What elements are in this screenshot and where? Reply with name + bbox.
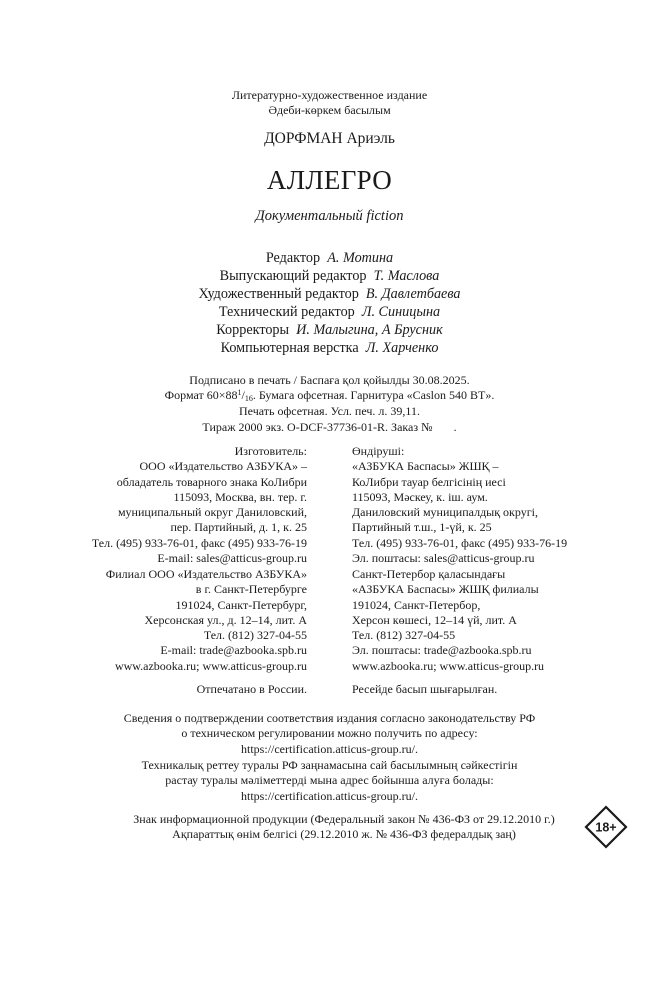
editor-line: [0, 339, 659, 357]
format-prefix: Формат 60×88: [164, 388, 238, 403]
series-line-ru: Литературно-художественное издание: [231, 88, 428, 102]
manufacturer-kz-line: КоЛибри тауар белгісінің иесі: [352, 474, 506, 489]
editor-name: Л. Харченко: [365, 340, 439, 356]
genre: Документальный fiction: [255, 208, 404, 224]
cert-kz-url: https://certification.atticus-group.ru/.: [241, 788, 418, 803]
format-rest: . Бумага офсетная. Гарнитура «Caslon 540 BT».: [252, 388, 495, 403]
manufacturer-ru-line: ООО «Издательство АЗБУКА» –: [139, 459, 307, 474]
branch-kz-line: Тел. (812) 327-04-55: [352, 628, 456, 643]
editor-role: Технический редактор: [218, 304, 355, 320]
branch-kz-line: «АЗБУКА Баспасы» ЖШҚ филиалы: [352, 582, 539, 597]
manufacturer-kz-line: Партийный т.ш., 1-үй, к. 25: [352, 520, 492, 535]
cert-ru-line: Сведения о подтверждении соответствия издания согласно законодательству РФ: [123, 711, 536, 725]
editor-name: В. Давлетбаева: [365, 286, 461, 302]
web-ru: www.azbooka.ru; www.atticus-group.ru: [114, 659, 307, 673]
branch-kz-line: 191024, Санкт-Петербор,: [352, 597, 481, 612]
editor-line: [0, 285, 659, 303]
branch-ru-line: Филиал ООО «Издательство АЗБУКА»: [105, 567, 307, 581]
branch-kz-line: Эл. поштасы: trade@azbooka.spb.ru: [352, 643, 532, 658]
info-sign-ru: Знак информационной продукции (Федеральный закон № 436-ФЗ от 29.12.2010 г.): [133, 812, 555, 826]
branch-kz-line: Санкт-Петербор қаласындағы: [352, 567, 506, 581]
manufacturer-ru-line: E-mail: sales@atticus-group.ru: [157, 551, 307, 566]
cert-kz-line: Техникалық реттеу туралы РФ заңнамасына сай басылымның сәйкестігін: [141, 758, 518, 772]
manufacturer-kz-line: Тел. (495) 933-76-01, факс (495) 933-76-19: [352, 535, 568, 550]
branch-ru-line: в г. Санкт-Петербурге: [195, 582, 307, 597]
branch-ru-line: 191024, Санкт-Петербург,: [175, 597, 307, 612]
certification-kz: [0, 758, 659, 804]
print-printing: Печать офсетная. Усл. печ. л. 39,11.: [239, 404, 420, 419]
format-numerator: 1: [237, 388, 242, 398]
book-title: АЛЛЕГРО: [266, 165, 393, 195]
manufacturer-kz-line: Эл. поштасы: sales@atticus-group.ru: [352, 551, 535, 566]
editor-role: Компьютерная верстка: [220, 340, 359, 356]
author: ДОРФМАН Ариэль: [264, 130, 395, 147]
manufacturer-kz-line: Даниловский муниципалдық округі,: [352, 505, 538, 520]
series-line-kz: Әдеби-көркем басылым: [268, 103, 391, 117]
manufacturer-kz-line: 115093, Мәскеу, к. іш. аум.: [352, 489, 488, 504]
branch-kz-line: Херсон көшесі, 12–14 үй, лит. А: [352, 612, 517, 627]
print-signed: Подписано в печать / Баспаға қол қойылды 30.08.2025.: [189, 373, 470, 387]
editor-line: [0, 267, 659, 285]
branch-ru-line: Херсонская ул., д. 12–14, лит. А: [144, 612, 307, 627]
printed-kz: Ресейде басып шығарылған.: [352, 682, 498, 696]
cert-ru-line: о техническом регулировании можно получить по адресу:: [181, 726, 478, 741]
editor-line: [0, 303, 659, 321]
editor-name: Л. Синицына: [361, 304, 441, 320]
certification-ru: [0, 711, 659, 757]
print-run: Тираж 2000 экз. O-DCF-37736-01-R. Заказ № .: [202, 419, 457, 434]
manufacturer-kz-line: «АЗБУКА Баспасы» ЖШҚ –: [352, 459, 499, 474]
age-rating-text: 18+: [595, 820, 617, 835]
editors-block: [0, 249, 659, 357]
branch-ru-line: Тел. (812) 327-04-55: [203, 628, 307, 643]
manufacturer-kz: [352, 444, 567, 566]
editor-role: Редактор: [265, 250, 321, 266]
editor-name: А. Мотина: [327, 250, 394, 266]
editor-name: Т. Маслова: [373, 268, 440, 284]
printed-ru: Отпечатано в России.: [196, 682, 307, 696]
age-rating-badge-icon: [584, 805, 628, 849]
manufacturer-kz-line: Өндіруші:: [352, 444, 405, 458]
format-denominator: 16: [244, 394, 253, 404]
web-kz: www.azbooka.ru; www.atticus-group.ru: [352, 659, 545, 673]
editor-line: [0, 321, 659, 339]
manufacturer-ru-line: обладатель товарного знака КоЛибри: [116, 474, 307, 489]
manufacturer-ru-line: муниципальный округ Даниловский,: [117, 505, 307, 520]
info-sign: [112, 812, 576, 843]
series-block: [0, 88, 659, 118]
manufacturer-ru-line: Тел. (495) 933-76-01, факс (495) 933-76-19: [91, 535, 307, 550]
editor-line: [0, 249, 659, 267]
cert-kz-line: растау туралы мәліметтерді мына адрес бойынша алуға болады:: [165, 773, 494, 788]
editor-role: Выпускающий редактор: [219, 268, 367, 284]
editor-name: И. Малыгина, А Брусник: [296, 322, 443, 338]
manufacturer-ru-line: Изготовитель:: [234, 444, 307, 458]
print-format: Формат $60\times 88^1/16$. Бумага офсетная. Гарнитура «Caslon 540 BT».: [164, 388, 495, 404]
editor-role: Корректоры: [216, 322, 290, 338]
branch-ru-line: E-mail: trade@azbooka.spb.ru: [160, 643, 307, 658]
branch-ru: [106, 567, 307, 659]
manufacturer-ru-line: пер. Партийный, д. 1, к. 25: [170, 520, 307, 535]
cert-ru-url: https://certification.atticus-group.ru/.: [241, 741, 418, 756]
print-info: [0, 373, 659, 435]
editor-role: Художественный редактор: [198, 286, 359, 302]
info-sign-kz: Ақпараттық өнім белгісі (29.12.2010 ж. № 436-ФЗ федералдық заң): [172, 827, 516, 842]
manufacturer-ru: [92, 444, 307, 566]
manufacturer-ru-line: 115093, Москва, вн. тер. г.: [173, 489, 307, 504]
branch-kz: [352, 567, 539, 659]
